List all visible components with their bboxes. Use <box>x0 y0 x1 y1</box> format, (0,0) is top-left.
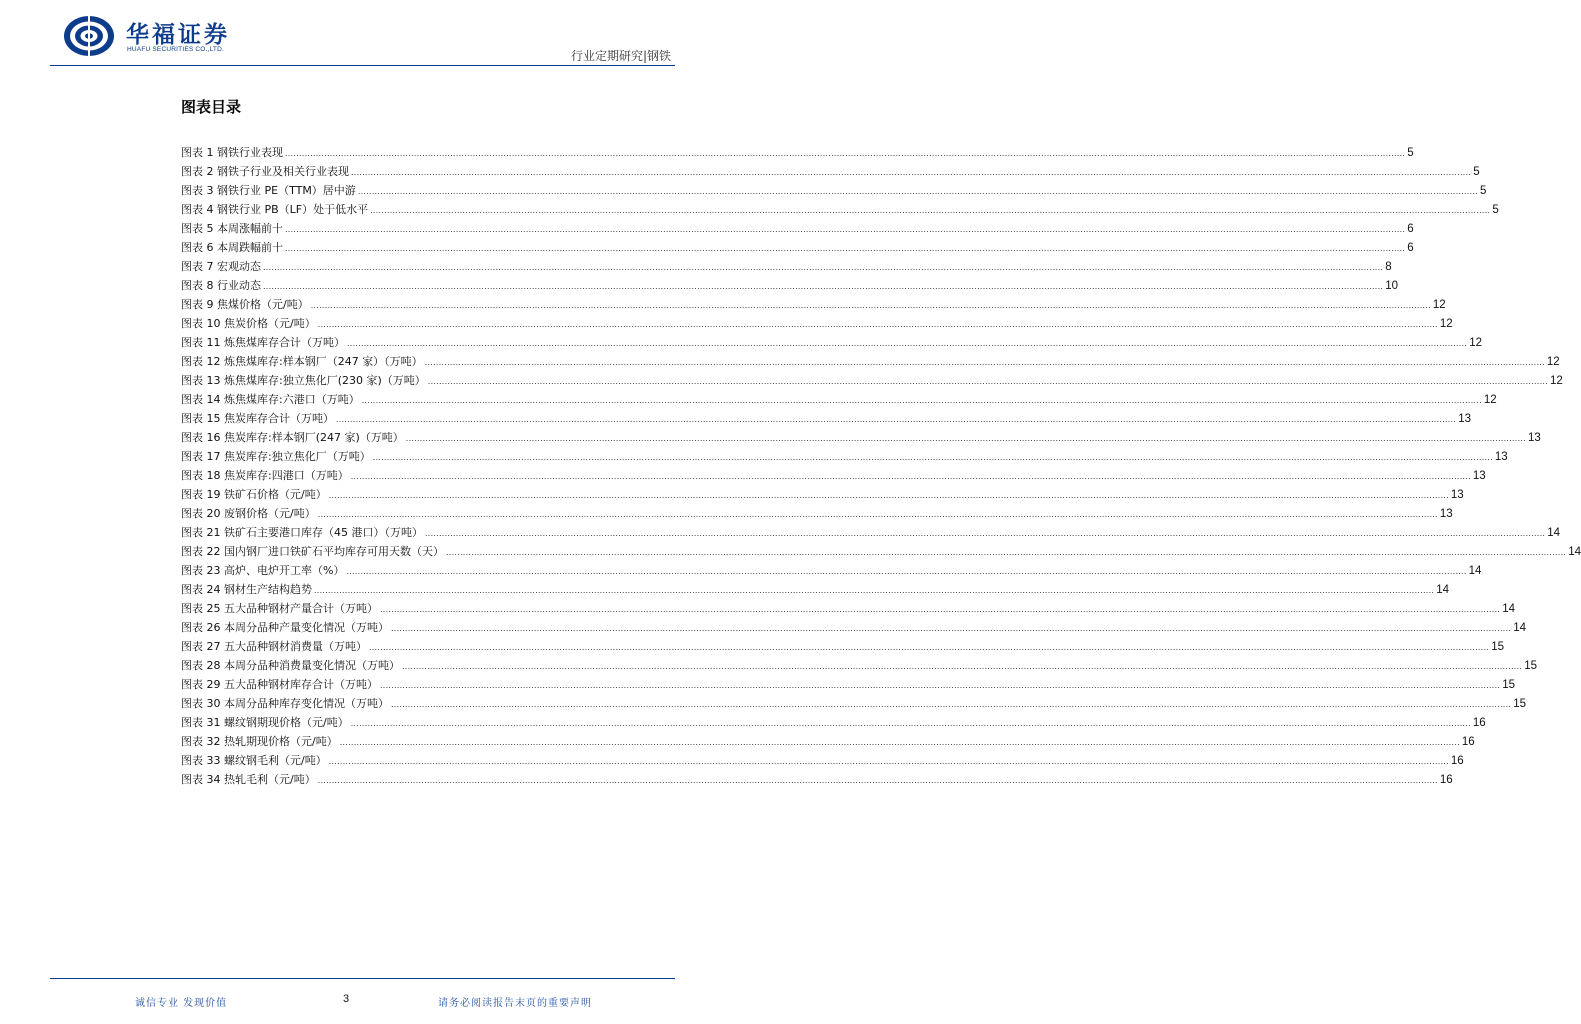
toc-dot-leader: ................................................................................................................................................................................................................................................................................................................................................................................................................ <box>339 737 1460 747</box>
toc-entry[interactable] <box>181 523 1560 542</box>
toc-entry-page[interactable]: 12 <box>1439 318 1453 330</box>
toc-entry[interactable] <box>181 276 1398 295</box>
toc-entry[interactable] <box>181 333 1482 352</box>
toc-entry-label[interactable]: 图表 9 焦煤价格（元/吨） <box>181 298 309 311</box>
toc-entry-label[interactable]: 图表 7 宏观动态 <box>181 260 261 273</box>
toc-entry[interactable] <box>181 713 1486 732</box>
toc-dot-leader: ................................................................................................................................................................................................................................................................................................................................................................................................................ <box>369 642 1490 652</box>
toc-entry-label[interactable]: 图表 19 铁矿石价格（元/吨） <box>181 488 327 501</box>
toc-dot-leader: ................................................................................................................................................................................................................................................................................................................................................................................................................ <box>347 338 1468 348</box>
toc-entry-page[interactable]: 16 <box>1439 774 1453 786</box>
toc-entry[interactable] <box>181 295 1446 314</box>
toc-dot-leader: ................................................................................................................................................................................................................................................................................................................................................................................................................ <box>263 262 1384 272</box>
toc-entry[interactable] <box>181 447 1508 466</box>
toc-entry-label[interactable]: 图表 8 行业动态 <box>181 279 261 292</box>
toc-dot-leader: ................................................................................................................................................................................................................................................................................................................................................................................................................ <box>285 243 1406 253</box>
toc-entry-label[interactable]: 图表 24 钢材生产结构趋势 <box>181 583 312 596</box>
toc-entry-label[interactable]: 图表 30 本周分品种库存变化情况（万吨） <box>181 697 389 710</box>
toc-entry-page[interactable]: 16 <box>1450 755 1464 767</box>
toc-entry[interactable] <box>181 352 1560 371</box>
toc-entry-label[interactable]: 图表 5 本周涨幅前十 <box>181 222 283 235</box>
toc-entry-page[interactable]: 14 <box>1568 546 1581 558</box>
toc-entry-page[interactable]: 15 <box>1524 660 1537 672</box>
toc-entry[interactable] <box>181 637 1504 656</box>
toc-entry-label[interactable]: 图表 17 焦炭库存:独立焦化厂（万吨） <box>181 450 371 463</box>
toc-entry-label[interactable]: 图表 21 铁矿石主要港口库存（45 港口）（万吨） <box>181 526 423 539</box>
toc-entry-label[interactable]: 图表 28 本周分品种消费量变化情况（万吨） <box>181 659 400 672</box>
toc-entry[interactable] <box>181 257 1392 276</box>
toc-entry-label[interactable]: 图表 2 钢铁子行业及相关行业表现 <box>181 165 349 178</box>
toc-dot-leader: ................................................................................................................................................................................................................................................................................................................................................................................................................ <box>424 528 1546 538</box>
toc-title: 图表目录 <box>181 98 242 116</box>
toc-entry[interactable] <box>181 656 1537 675</box>
toc-entry-page[interactable]: 13 <box>1439 508 1453 520</box>
toc-entry-page[interactable]: 13 <box>1458 413 1471 425</box>
toc-entry-label[interactable]: 图表 1 钢铁行业表现 <box>181 146 283 159</box>
toc-entry-label[interactable]: 图表 23 高炉、电炉开工率（%） <box>181 564 345 577</box>
header-divider <box>50 65 675 66</box>
toc-entry[interactable] <box>181 618 1526 637</box>
toc-entry-page[interactable]: 12 <box>1549 375 1563 387</box>
toc-dot-leader: ................................................................................................................................................................................................................................................................................................................................................................................................................ <box>380 604 1501 614</box>
toc-entry[interactable] <box>181 143 1414 162</box>
report-type: 行业定期研究|钢铁 <box>570 49 671 63</box>
toc-entry-label[interactable]: 图表 14 炼焦煤库存:六港口（万吨） <box>181 393 360 406</box>
toc-dot-leader: ................................................................................................................................................................................................................................................................................................................................................................................................................ <box>391 623 1512 633</box>
toc-dot-leader: ................................................................................................................................................................................................................................................................................................................................................................................................................ <box>361 395 1482 405</box>
toc-entry-page[interactable]: 10 <box>1385 280 1398 292</box>
toc-entry-page[interactable]: 16 <box>1461 736 1475 748</box>
footer-divider <box>50 978 675 979</box>
page-header <box>0 0 724 70</box>
huafu-logo-icon <box>62 14 116 58</box>
toc-dot-leader: ................................................................................................................................................................................................................................................................................................................................................................................................................ <box>328 490 1449 500</box>
toc-entry-page[interactable]: 15 <box>1502 679 1515 691</box>
toc-dot-leader: ................................................................................................................................................................................................................................................................................................................................................................................................................ <box>402 661 1523 671</box>
toc-dot-leader: ................................................................................................................................................................................................................................................................................................................................................................................................................ <box>285 148 1406 158</box>
toc-entry[interactable] <box>181 390 1497 409</box>
toc-dot-leader: ................................................................................................................................................................................................................................................................................................................................................................................................................ <box>446 547 1567 557</box>
toc-entry[interactable] <box>181 599 1515 618</box>
toc-entry[interactable] <box>181 542 1581 561</box>
page-number: 3 <box>343 993 350 1005</box>
toc-entry[interactable] <box>181 732 1475 751</box>
toc-entry[interactable] <box>181 561 1482 580</box>
toc-dot-leader: ................................................................................................................................................................................................................................................................................................................................................................................................................ <box>328 756 1449 766</box>
toc-dot-leader: ................................................................................................................................................................................................................................................................................................................................................................................................................ <box>317 775 1438 785</box>
toc-dot-leader: ................................................................................................................................................................................................................................................................................................................................................................................................................ <box>350 718 1471 728</box>
toc-dot-leader: ................................................................................................................................................................................................................................................................................................................................................................................................................ <box>336 414 1457 424</box>
toc-entry-label[interactable]: 图表 33 螺纹钢毛利（元/吨） <box>181 754 327 767</box>
toc-entry-page[interactable]: 12 <box>1483 394 1497 406</box>
toc-entry-page[interactable]: 5 <box>1480 185 1487 197</box>
toc-entry-label[interactable]: 图表 29 五大品种钢材库存合计（万吨） <box>181 678 378 691</box>
toc-entry-page[interactable]: 14 <box>1468 565 1482 577</box>
toc-entry[interactable] <box>181 751 1464 770</box>
toc-entry-label[interactable]: 图表 27 五大品种钢材消费量（万吨） <box>181 640 367 653</box>
toc-entry-page[interactable]: 5 <box>1492 204 1499 216</box>
toc-dot-leader: ................................................................................................................................................................................................................................................................................................................................................................................................................ <box>370 205 1491 215</box>
toc-entry-page[interactable]: 6 <box>1407 242 1414 254</box>
toc-dot-leader: ................................................................................................................................................................................................................................................................................................................................................................................................................ <box>351 167 1472 177</box>
toc-dot-leader: ................................................................................................................................................................................................................................................................................................................................................................................................................ <box>357 186 1479 196</box>
toc-entry-label[interactable]: 图表 16 焦炭库存:样本钢厂(247 家)（万吨） <box>181 431 404 444</box>
toc-entry-label[interactable]: 图表 32 热轧期现价格（元/吨） <box>181 735 338 748</box>
toc-entry-page[interactable]: 8 <box>1385 261 1392 273</box>
toc-entry-page[interactable]: 13 <box>1450 489 1464 501</box>
toc-entry-label[interactable]: 图表 12 炼焦煤库存:样本钢厂（247 家）（万吨） <box>181 355 423 368</box>
toc-dot-leader: ................................................................................................................................................................................................................................................................................................................................................................................................................ <box>317 509 1438 519</box>
toc-dot-leader: ................................................................................................................................................................................................................................................................................................................................................................................................................ <box>317 319 1438 329</box>
toc-entry[interactable] <box>181 466 1486 485</box>
toc-dot-leader: ................................................................................................................................................................................................................................................................................................................................................................................................................ <box>427 376 1548 386</box>
toc-dot-leader: ................................................................................................................................................................................................................................................................................................................................................................................................................ <box>372 452 1493 462</box>
toc-entry[interactable] <box>181 580 1449 599</box>
toc-dot-leader: ................................................................................................................................................................................................................................................................................................................................................................................................................ <box>380 680 1501 690</box>
toc-entry-page[interactable]: 5 <box>1407 147 1414 159</box>
toc-entry-label[interactable]: 图表 20 废钢价格（元/吨） <box>181 507 316 520</box>
toc-entry-page[interactable]: 6 <box>1407 223 1414 235</box>
toc-entry[interactable] <box>181 200 1499 219</box>
toc-entry-label[interactable]: 图表 10 焦炭价格（元/吨） <box>181 317 316 330</box>
toc-entry-label[interactable]: 图表 34 热轧毛利（元/吨） <box>181 773 316 786</box>
toc-entry-page[interactable]: 14 <box>1547 527 1560 539</box>
toc-dot-leader: ................................................................................................................................................................................................................................................................................................................................................................................................................ <box>285 224 1406 234</box>
toc-entry[interactable] <box>181 428 1541 447</box>
toc-entry-page[interactable]: 13 <box>1494 451 1508 463</box>
toc-entry-label[interactable]: 图表 18 焦炭库存:四港口（万吨） <box>181 469 349 482</box>
toc-entry-label[interactable]: 图表 15 焦炭库存合计（万吨） <box>181 412 334 425</box>
toc-entry[interactable] <box>181 181 1487 200</box>
toc-entry[interactable] <box>181 409 1471 428</box>
brand-name-en: HUAFU SECURITIES CO.,LTD. <box>127 46 224 53</box>
toc-entry[interactable] <box>181 504 1453 523</box>
brand-name-cn: 华福证券 <box>126 21 230 48</box>
toc-entry[interactable] <box>181 219 1414 238</box>
toc-entry-page[interactable]: 13 <box>1527 432 1541 444</box>
toc-dot-leader: ................................................................................................................................................................................................................................................................................................................................................................................................................ <box>263 281 1384 291</box>
toc-entry-page[interactable]: 15 <box>1513 698 1526 710</box>
toc-entry[interactable] <box>181 371 1563 390</box>
toc-entry-label[interactable]: 图表 13 炼焦煤库存:独立焦化厂(230 家)（万吨） <box>181 374 426 387</box>
toc-entry[interactable] <box>181 485 1464 504</box>
toc-entry-label[interactable]: 图表 22 国内钢厂进口铁矿石平均库存可用天数（天） <box>181 545 444 558</box>
toc-entry-page[interactable]: 5 <box>1473 166 1480 178</box>
toc-entry[interactable] <box>181 694 1526 713</box>
toc-entry-page[interactable]: 14 <box>1513 622 1526 634</box>
footer-slogan: 诚信专业 发现价值 <box>135 998 228 1009</box>
toc-entry-label[interactable]: 图表 25 五大品种钢材产量合计（万吨） <box>181 602 378 615</box>
toc-entry-page[interactable]: 16 <box>1472 717 1486 729</box>
toc-dot-leader: ................................................................................................................................................................................................................................................................................................................................................................................................................ <box>314 585 1435 595</box>
toc-entry-label[interactable]: 图表 4 钢铁行业 PB（LF）处于低水平 <box>181 203 369 216</box>
toc-entry-label[interactable]: 图表 11 炼焦煤库存合计（万吨） <box>181 336 345 349</box>
toc-entry-label[interactable]: 图表 26 本周分品种产量变化情况（万吨） <box>181 621 389 634</box>
toc-entry-page[interactable]: 15 <box>1491 641 1504 653</box>
toc-entry-page[interactable]: 13 <box>1472 470 1486 482</box>
footer-disclaimer: 请务必阅读报告末页的重要声明 <box>438 998 592 1009</box>
toc-entry-label[interactable]: 图表 3 钢铁行业 PE（TTM）居中游 <box>181 184 356 197</box>
toc-entry-page[interactable]: 12 <box>1432 299 1446 311</box>
toc-dot-leader: ................................................................................................................................................................................................................................................................................................................................................................................................................ <box>346 566 1467 576</box>
toc-list <box>181 143 1581 789</box>
toc-dot-leader: ................................................................................................................................................................................................................................................................................................................................................................................................................ <box>391 699 1512 709</box>
toc-entry-label[interactable]: 图表 31 螺纹钢期现价格（元/吨） <box>181 716 349 729</box>
toc-entry[interactable] <box>181 162 1480 181</box>
toc-entry-page[interactable]: 14 <box>1436 584 1449 596</box>
toc-entry[interactable] <box>181 770 1453 789</box>
toc-entry[interactable] <box>181 314 1453 333</box>
toc-dot-leader: ................................................................................................................................................................................................................................................................................................................................................................................................................ <box>310 300 1431 310</box>
toc-dot-leader: ................................................................................................................................................................................................................................................................................................................................................................................................................ <box>405 433 1526 443</box>
toc-entry-page[interactable]: 12 <box>1469 337 1482 349</box>
toc-dot-leader: ................................................................................................................................................................................................................................................................................................................................................................................................................ <box>350 471 1471 481</box>
toc-entry-page[interactable]: 14 <box>1502 603 1515 615</box>
toc-entry-label[interactable]: 图表 6 本周跌幅前十 <box>181 241 283 254</box>
toc-dot-leader: ................................................................................................................................................................................................................................................................................................................................................................................................................ <box>424 357 1545 367</box>
toc-entry[interactable] <box>181 238 1414 257</box>
toc-entry-page[interactable]: 12 <box>1546 356 1560 368</box>
toc-entry[interactable] <box>181 675 1515 694</box>
